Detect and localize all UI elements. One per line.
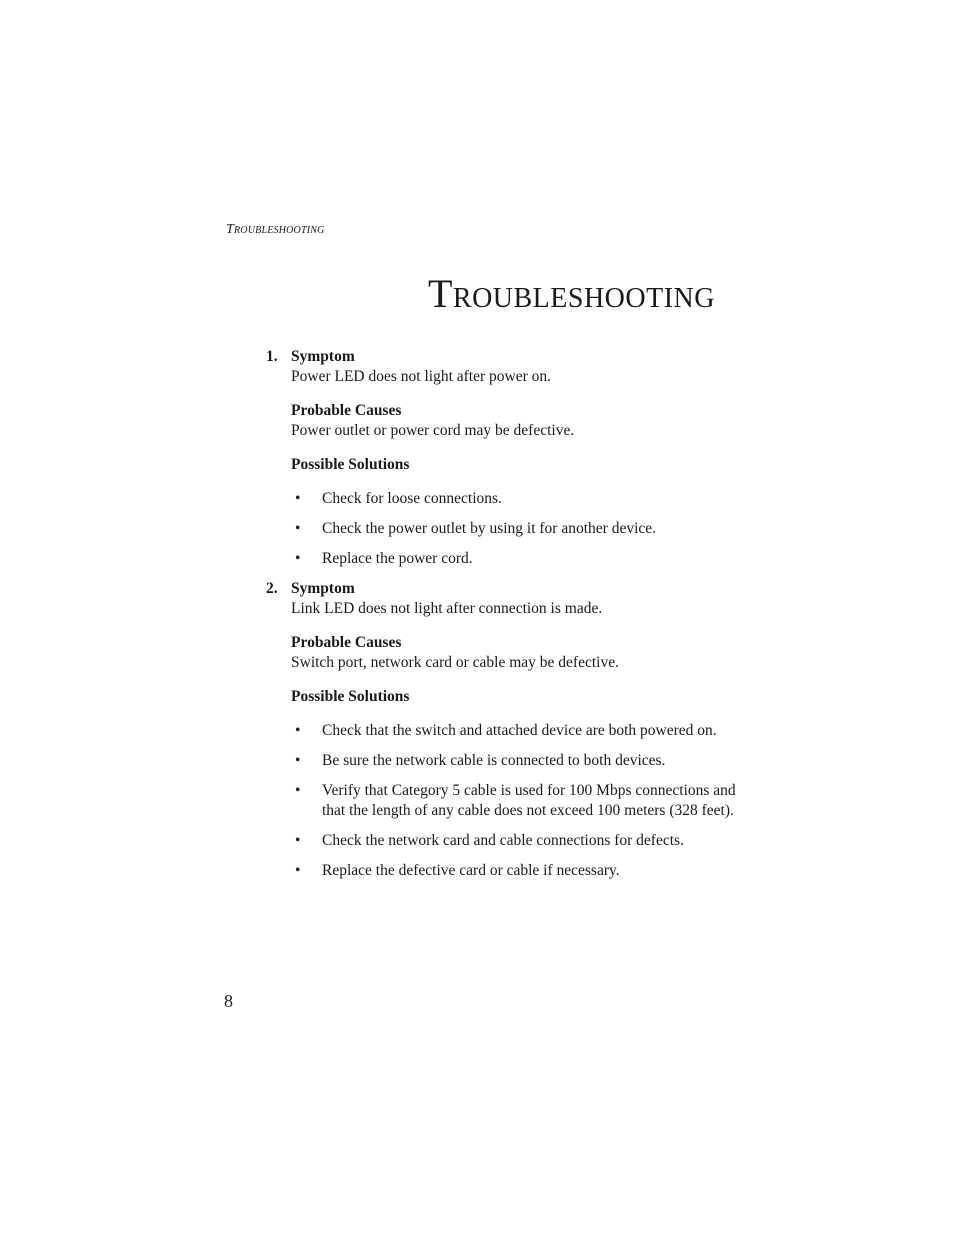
causes-label: Probable Causes <box>291 402 402 419</box>
running-header: Troubleshooting <box>226 222 325 237</box>
solutions-block <box>291 455 736 569</box>
solutions-block <box>291 687 736 881</box>
list-item <box>291 751 736 771</box>
solution-text: Replace the defective card or cable if necessary. <box>322 862 620 879</box>
list-item <box>291 861 736 881</box>
symptom-label: Symptom <box>291 348 355 365</box>
list-item <box>291 549 736 569</box>
causes-label: Probable Causes <box>291 634 402 651</box>
symptom-label: Symptom <box>291 580 355 597</box>
bullet-icon: • <box>295 832 301 849</box>
causes-text: Power outlet or power cord may be defective. <box>291 422 575 439</box>
bullet-icon: • <box>295 862 301 879</box>
bullet-icon: • <box>295 782 301 799</box>
list-item <box>291 519 736 539</box>
troubleshooting-item-2 <box>266 579 736 881</box>
list-item <box>291 781 736 821</box>
causes-block <box>291 401 736 441</box>
troubleshooting-list <box>266 347 736 891</box>
item-number: 2. <box>266 580 278 597</box>
solution-text: Verify that Category 5 cable is used for 100 Mbps connections and that the length of any cable does not exceed 100 meters (328 feet). <box>322 782 736 819</box>
solutions-label: Possible Solutions <box>291 688 410 705</box>
solution-text: Check the power outlet by using it for another device. <box>322 520 657 537</box>
list-item <box>291 831 736 851</box>
bullet-icon: • <box>295 550 301 567</box>
list-item <box>291 489 736 509</box>
list-item <box>291 721 736 741</box>
solution-text: Check that the switch and attached device are both powered on. <box>322 722 717 739</box>
page-number: 8 <box>224 991 233 1011</box>
solution-text: Be sure the network cable is connected to both devices. <box>322 752 666 769</box>
causes-block <box>291 633 736 673</box>
bullet-icon: • <box>295 490 301 507</box>
solutions-list <box>291 721 736 881</box>
causes-text: Switch port, network card or cable may be defective. <box>291 654 619 671</box>
page-title: Troubleshooting <box>427 271 715 316</box>
bullet-icon: • <box>295 722 301 739</box>
item-number: 1. <box>266 348 278 365</box>
solution-text: Replace the power cord. <box>322 550 473 567</box>
symptom-text: Link LED does not light after connection is made. <box>291 600 603 617</box>
symptom-block <box>291 579 736 619</box>
symptom-block <box>291 347 736 387</box>
bullet-icon: • <box>295 752 301 769</box>
solution-text: Check the network card and cable connections for defects. <box>322 832 684 849</box>
troubleshooting-item-1 <box>266 347 736 569</box>
solutions-label: Possible Solutions <box>291 456 410 473</box>
solution-text: Check for loose connections. <box>322 490 502 507</box>
solutions-list <box>291 489 736 569</box>
symptom-text: Power LED does not light after power on. <box>291 368 551 385</box>
bullet-icon: • <box>295 520 301 537</box>
